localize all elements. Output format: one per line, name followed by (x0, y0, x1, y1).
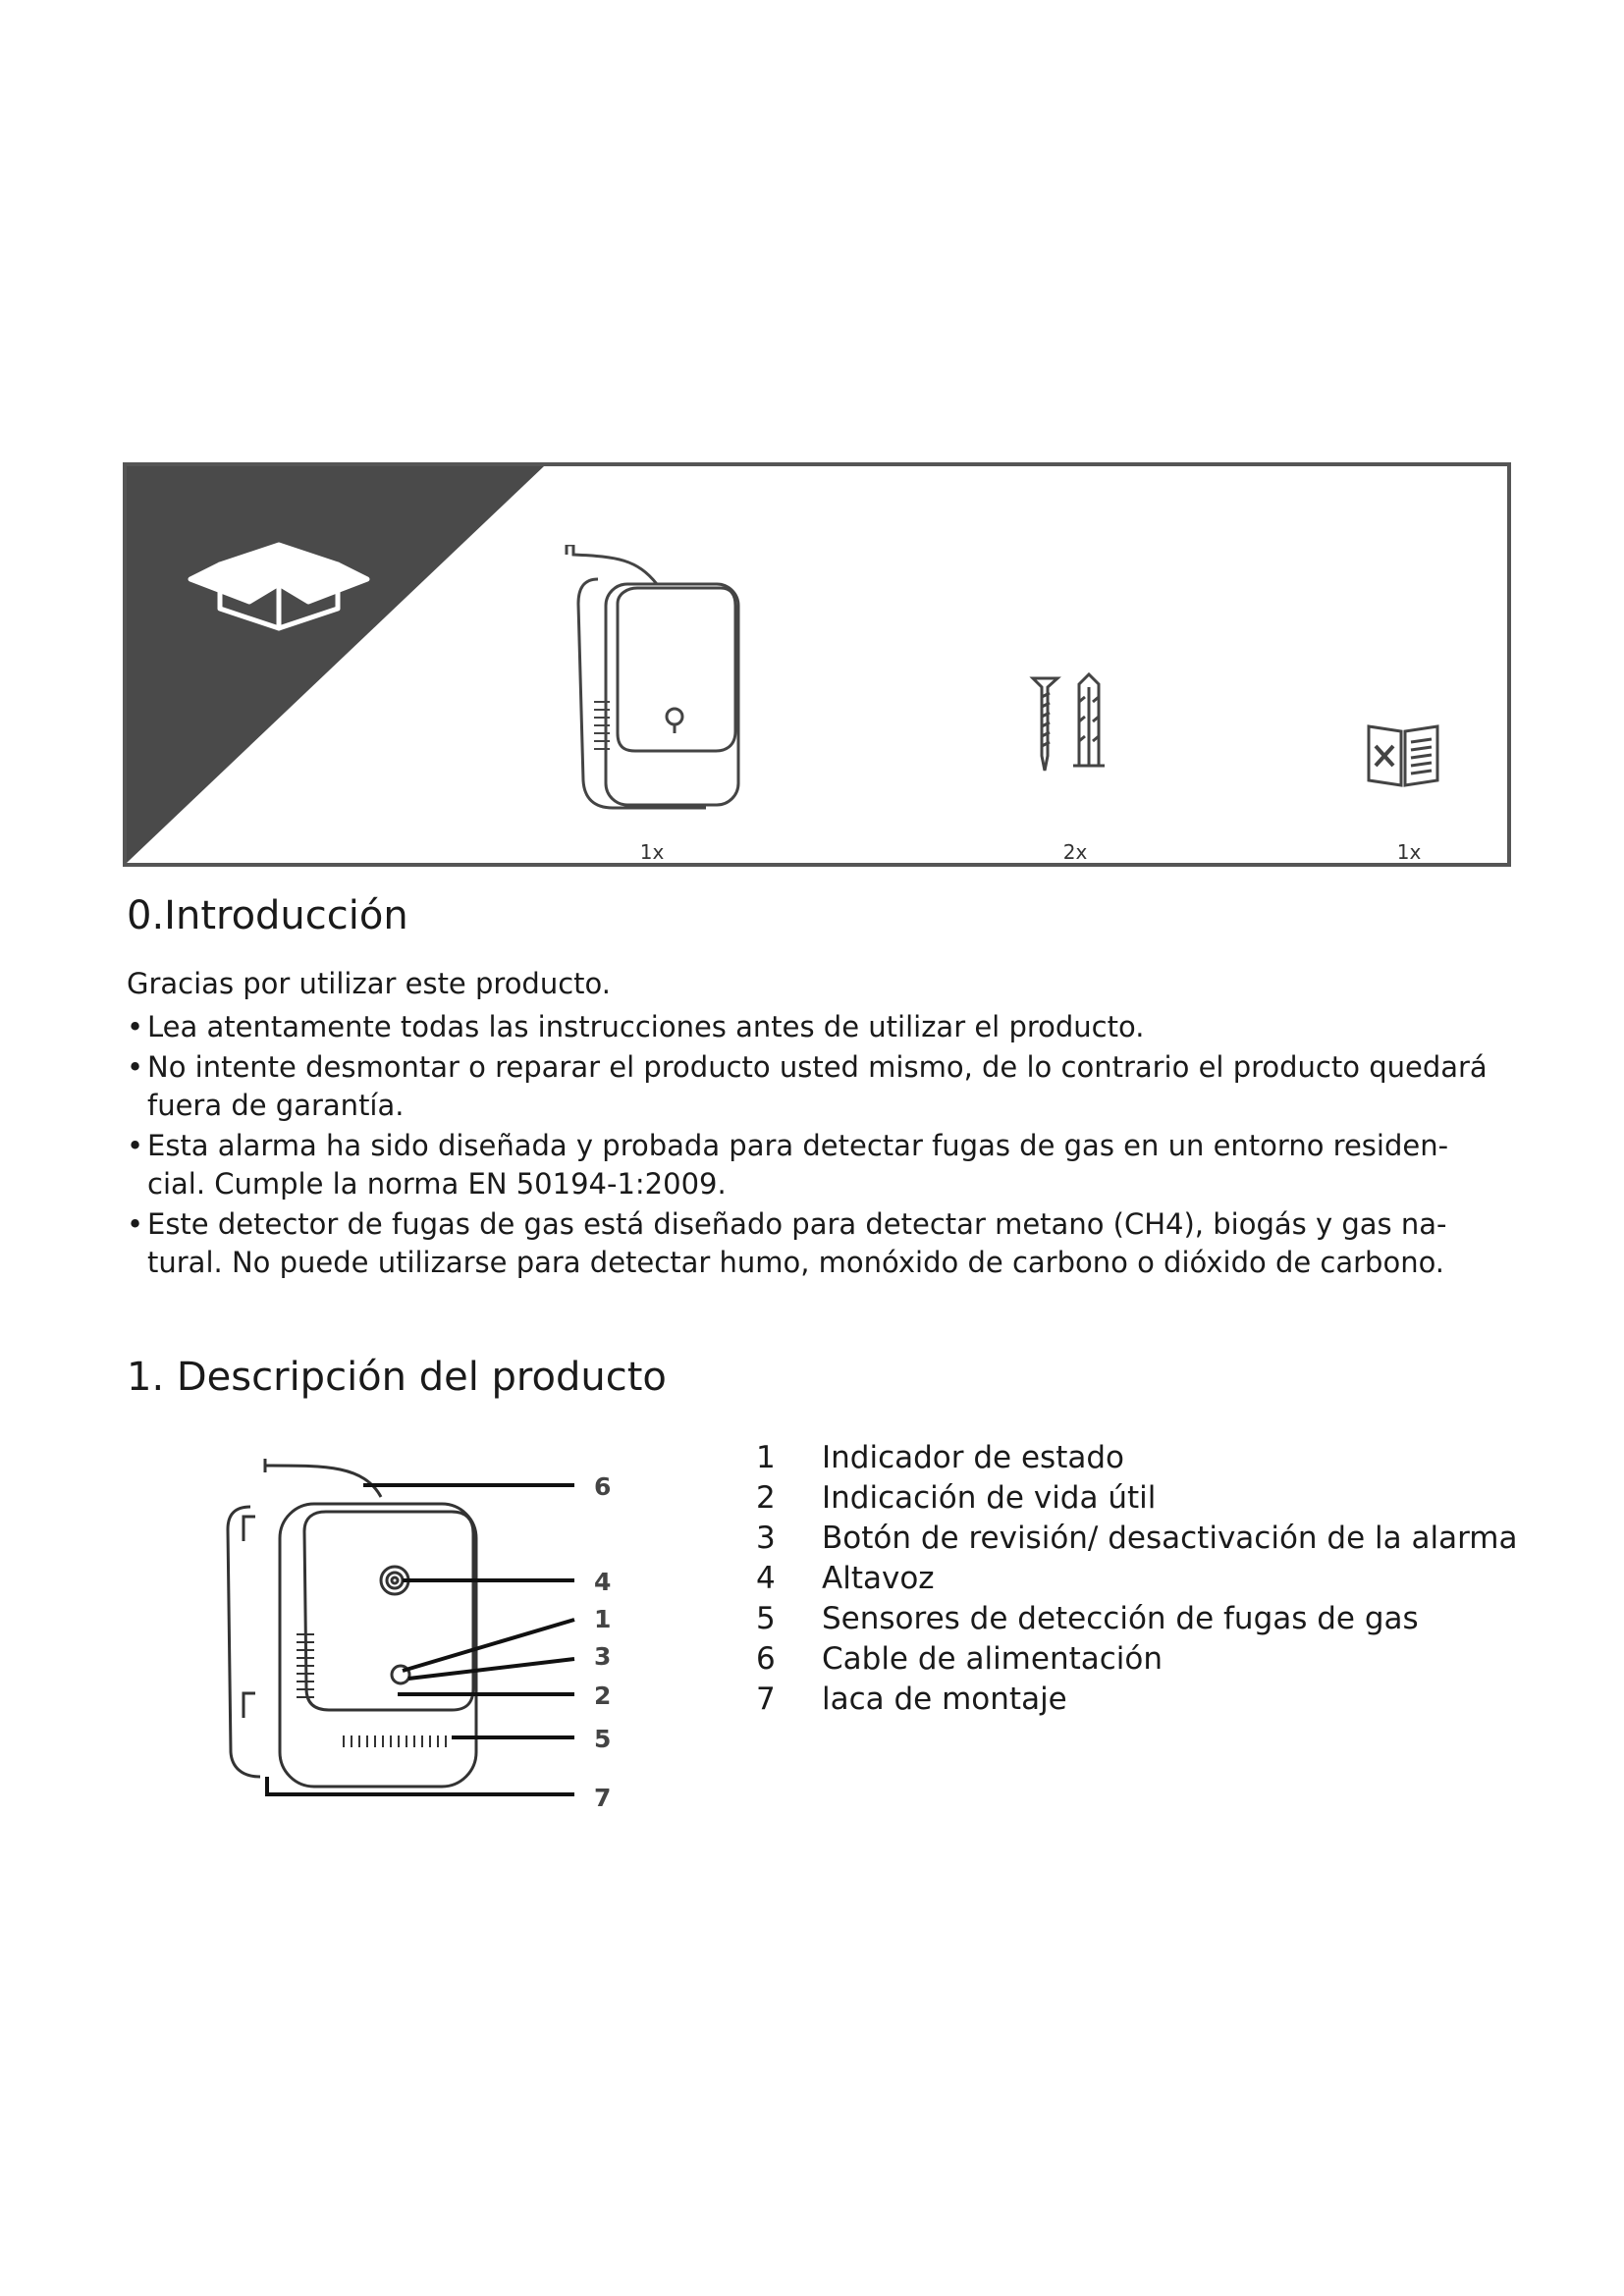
parts-list (756, 1438, 1517, 1720)
callout-2: 2 (594, 1682, 612, 1710)
part-label: Sensores de detección de fugas de gas (822, 1601, 1419, 1636)
intro-heading: 0.Introducción (127, 893, 408, 938)
list-item (756, 1519, 1517, 1559)
callout-1: 1 (594, 1605, 612, 1633)
callout-5: 5 (594, 1725, 612, 1753)
part-number: 2 (756, 1480, 776, 1516)
part-number: 3 (756, 1521, 776, 1556)
detector-quantity: 1x (639, 840, 665, 864)
part-number: 1 (756, 1440, 776, 1475)
part-number: 4 (756, 1561, 776, 1596)
part-number: 6 (756, 1641, 776, 1677)
callout-3: 3 (594, 1642, 612, 1671)
part-label: laca de montaje (822, 1682, 1067, 1717)
list-item: • Lea atentamente todas las instrucciones antes de utilizar el producto. (127, 1010, 1145, 1043)
list-item (756, 1639, 1517, 1680)
intro-bullet-list (127, 1008, 1511, 1284)
bullet-text: Esta alarma ha sido diseñada y probada para detectar fugas de gas en un entorno residen- cial. Cumple la norma EN 50194-1:2009. (147, 1129, 1449, 1201)
package-contents-box (123, 462, 1511, 867)
manual-quantity: 1x (1396, 840, 1422, 864)
list-item (756, 1680, 1517, 1720)
screws-quantity: 2x (1062, 840, 1088, 864)
bullet-text: Lea atentamente todas las instrucciones antes de utilizar el producto. (147, 1010, 1145, 1043)
list-item: • Esta alarma ha sido diseñada y probada para detectar fugas de gas en un entorno residen- cial. Cumple la norma EN 50194-1:2009. (127, 1129, 1449, 1201)
part-label: Altavoz (822, 1561, 935, 1596)
list-item (756, 1599, 1517, 1639)
list-item (756, 1478, 1517, 1519)
part-label: Botón de revisión/ desactivación de la alarma (822, 1521, 1518, 1556)
part-label: Indicación de vida útil (822, 1480, 1157, 1516)
manual-icon (1364, 717, 1442, 790)
screws-plugs-icon (1028, 672, 1116, 780)
list-item: • No intente desmontar o reparar el producto usted mismo, de lo contrario el producto quedará fuera de garantía. (127, 1050, 1488, 1122)
intro-lead-text: Gracias por utilizar este producto. (127, 967, 611, 1000)
part-label: Cable de alimentación (822, 1641, 1164, 1677)
callout-6: 6 (594, 1472, 612, 1501)
bullet-text: No intente desmontar o reparar el producto usted mismo, de lo contrario el producto quedará fuera de garantía. (147, 1050, 1488, 1122)
device-diagram (216, 1453, 628, 1826)
callout-4: 4 (594, 1568, 612, 1596)
list-item: • Este detector de fugas de gas está diseñado para detectar metano (CH4), biogás y gas na- tural. No puede utilizarse para detectar humo, monóxido de carbono o dióxido de carbono. (127, 1207, 1447, 1279)
bullet-text: Este detector de fugas de gas está diseñado para detectar metano (CH4), biogás y gas na- tural. No puede utilizarse para detectar humo, monóxido de carbono o dióxido de carbono. (147, 1207, 1447, 1279)
part-number: 5 (756, 1601, 776, 1636)
list-item (756, 1559, 1517, 1599)
callout-7: 7 (594, 1784, 612, 1812)
gas-detector-image (559, 545, 745, 810)
box-icon (186, 525, 372, 633)
part-number: 7 (756, 1682, 776, 1717)
part-label: Indicador de estado (822, 1440, 1124, 1475)
list-item (756, 1438, 1517, 1478)
description-heading: 1. Descripción del producto (127, 1355, 667, 1400)
